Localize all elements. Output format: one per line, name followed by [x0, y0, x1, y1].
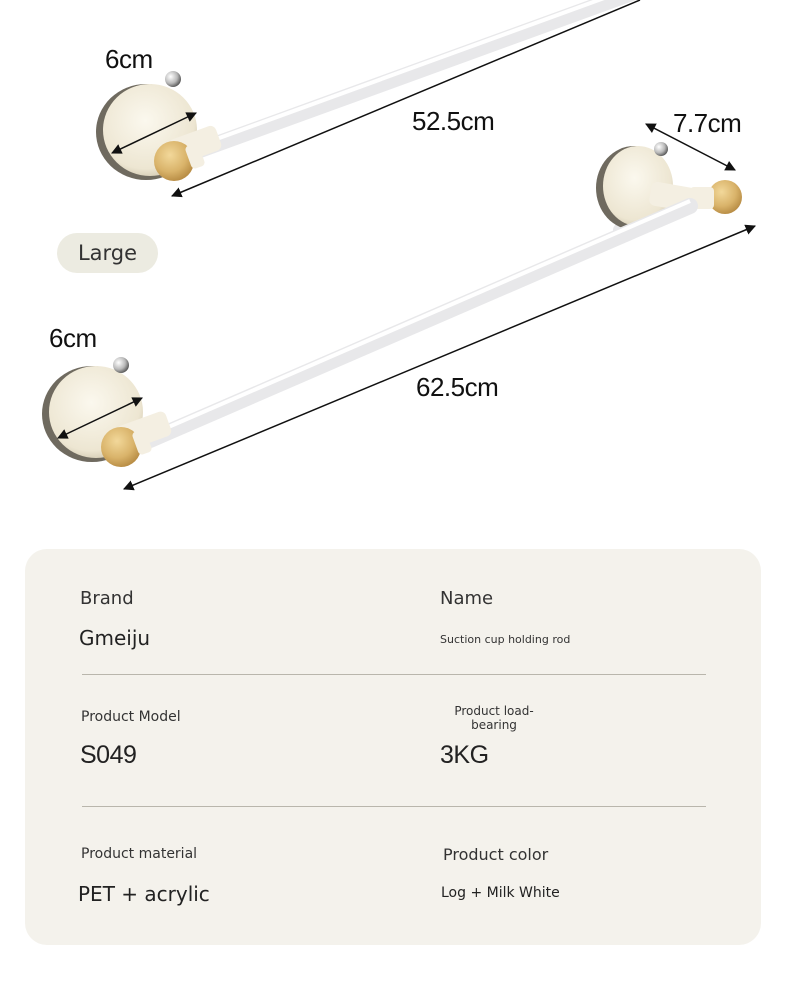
cup-depth-label: 7.7cm [673, 108, 742, 138]
spec-card [25, 549, 761, 945]
name-label: Name [440, 588, 494, 609]
load-label-line-1: Product load- [454, 704, 534, 718]
color-value: Log + Milk White [441, 885, 560, 901]
large-rod-length-label: 62.5cm [416, 372, 499, 402]
divider [82, 674, 706, 675]
size-tag: Large [57, 233, 158, 273]
name-value: Suction cup holding rod [440, 633, 571, 646]
small-cup-width-label: 6cm [105, 44, 153, 74]
load-label [444, 704, 544, 732]
model-value: S049 [80, 741, 137, 769]
small-holder [96, 0, 640, 181]
model-label: Product Model [81, 709, 181, 725]
small-rod-length-label: 52.5cm [412, 106, 495, 136]
load-label-line-2: bearing [471, 718, 517, 732]
brand-value: Gmeiju [79, 626, 151, 650]
load-value: 3KG [440, 741, 489, 769]
brand-label: Brand [80, 588, 134, 609]
color-label: Product color [443, 845, 549, 864]
material-label: Product material [81, 846, 198, 862]
small-rod-dimension-line [172, 0, 640, 196]
material-value: PET + acrylic [78, 882, 210, 906]
divider [82, 806, 706, 807]
large-rod-dimension-line [124, 226, 755, 489]
large-cup-width-label: 6cm [49, 323, 97, 353]
